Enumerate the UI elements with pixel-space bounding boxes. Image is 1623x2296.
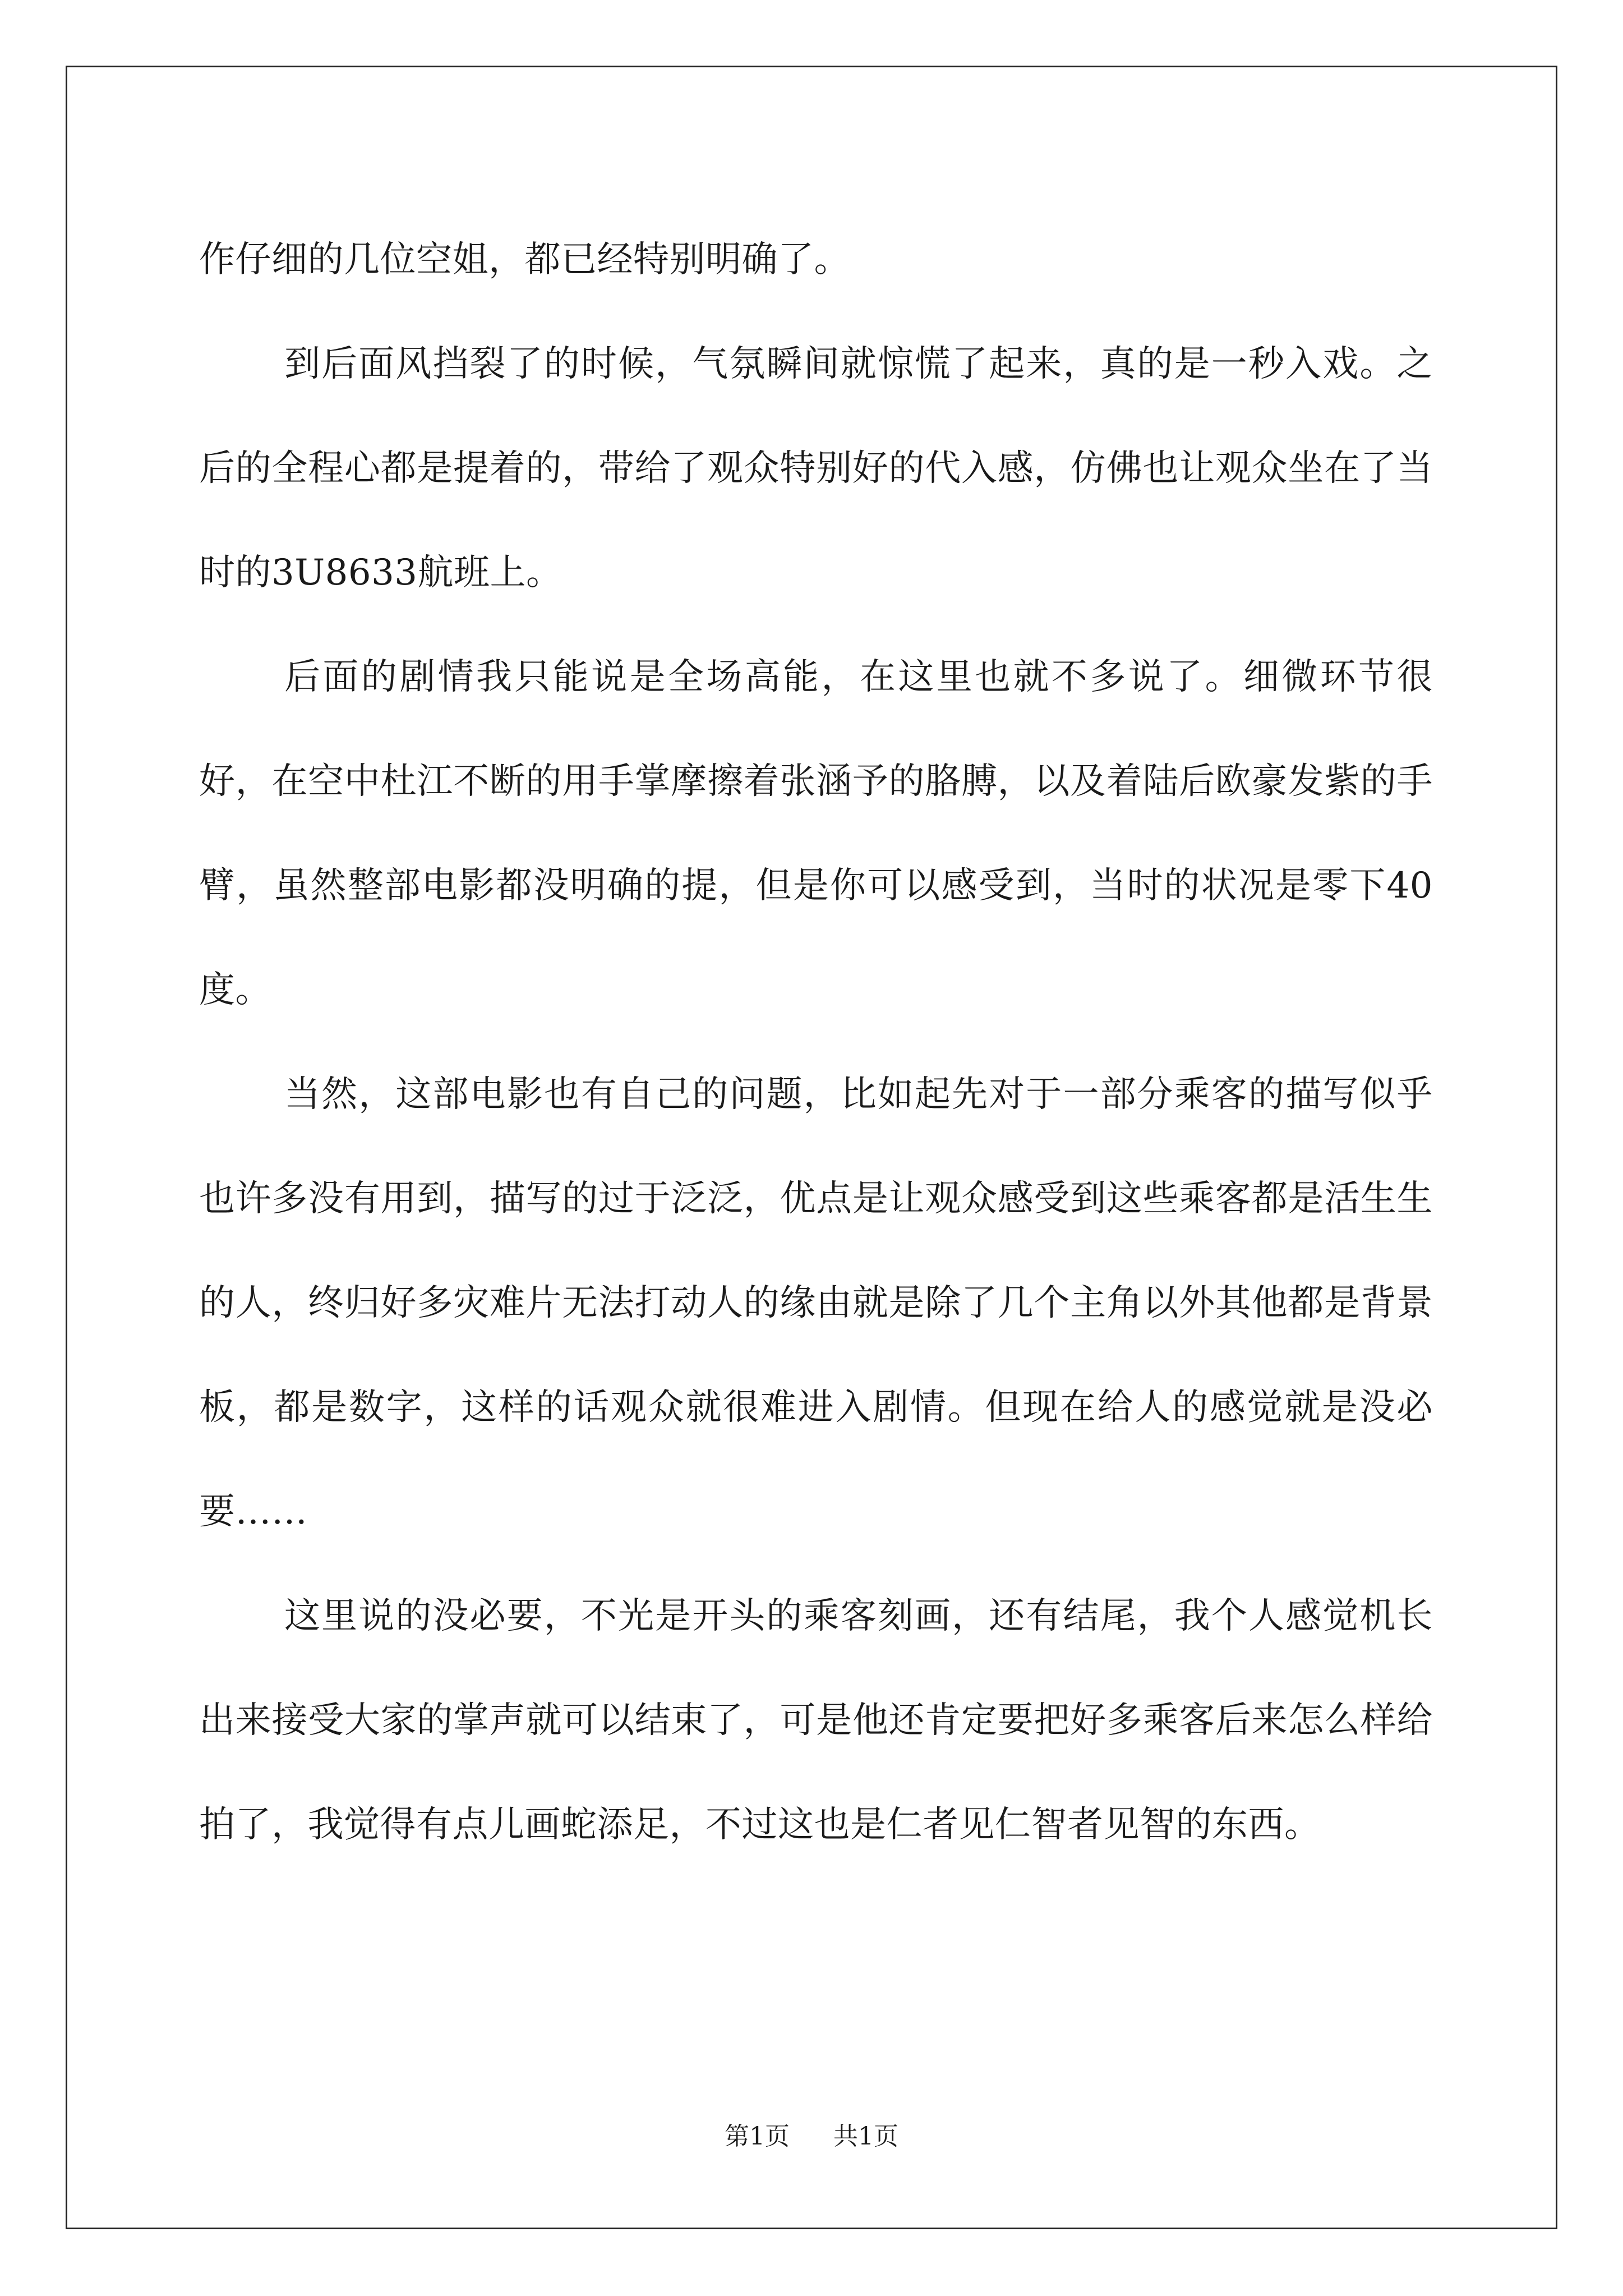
paragraph-3: 后面的剧情我只能说是全场高能，在这里也就不多说了。细微环节很好，在空中杜江不断的用手掌摩擦着张涵予的胳膊，以及着陆后欧豪发紫的手臂，虽然整部电影都没明确的提，但是你可以感受到，当时的状况是零下40度。: [199, 656, 1433, 1011]
page-footer: [0, 2116, 1623, 2152]
page-total: 共1页: [833, 2122, 898, 2151]
paragraph-5: 这里说的没必要，不光是开头的乘客刻画，还有结尾，我个人感觉机长出来接受大家的掌声就可以结束了，可是他还肯定要把好多乘客后来怎么样给拍了，我觉得有点儿画蛇添足，不过这也是仁者见仁智者见智的东西。: [199, 1595, 1433, 1846]
document-body: [199, 208, 1433, 1877]
paragraph-1: 作仔细的几位空姐，都已经特别明确了。: [199, 239, 850, 280]
paragraph-2: 到后面风挡裂了的时候，气氛瞬间就惊慌了起来，真的是一秒入戏。之后的全程心都是提着的，带给了观众特别好的代入感，仿佛也让观众坐在了当时的3U8633航班上。: [199, 343, 1433, 593]
paragraph-4: 当然，这部电影也有自己的问题，比如起先对于一部分乘客的描写似乎也许多没有用到，描写的过于泛泛，优点是让观众感受到这些乘客都是活生生的人，终归好多灾难片无法打动人的缘由就是除了几个主角以外其他都是背景板，都是数字，这样的话观众就很难进入剧情。但现在给人的感觉就是没必要……: [199, 1074, 1433, 1533]
page-number: 第1页: [725, 2122, 790, 2151]
